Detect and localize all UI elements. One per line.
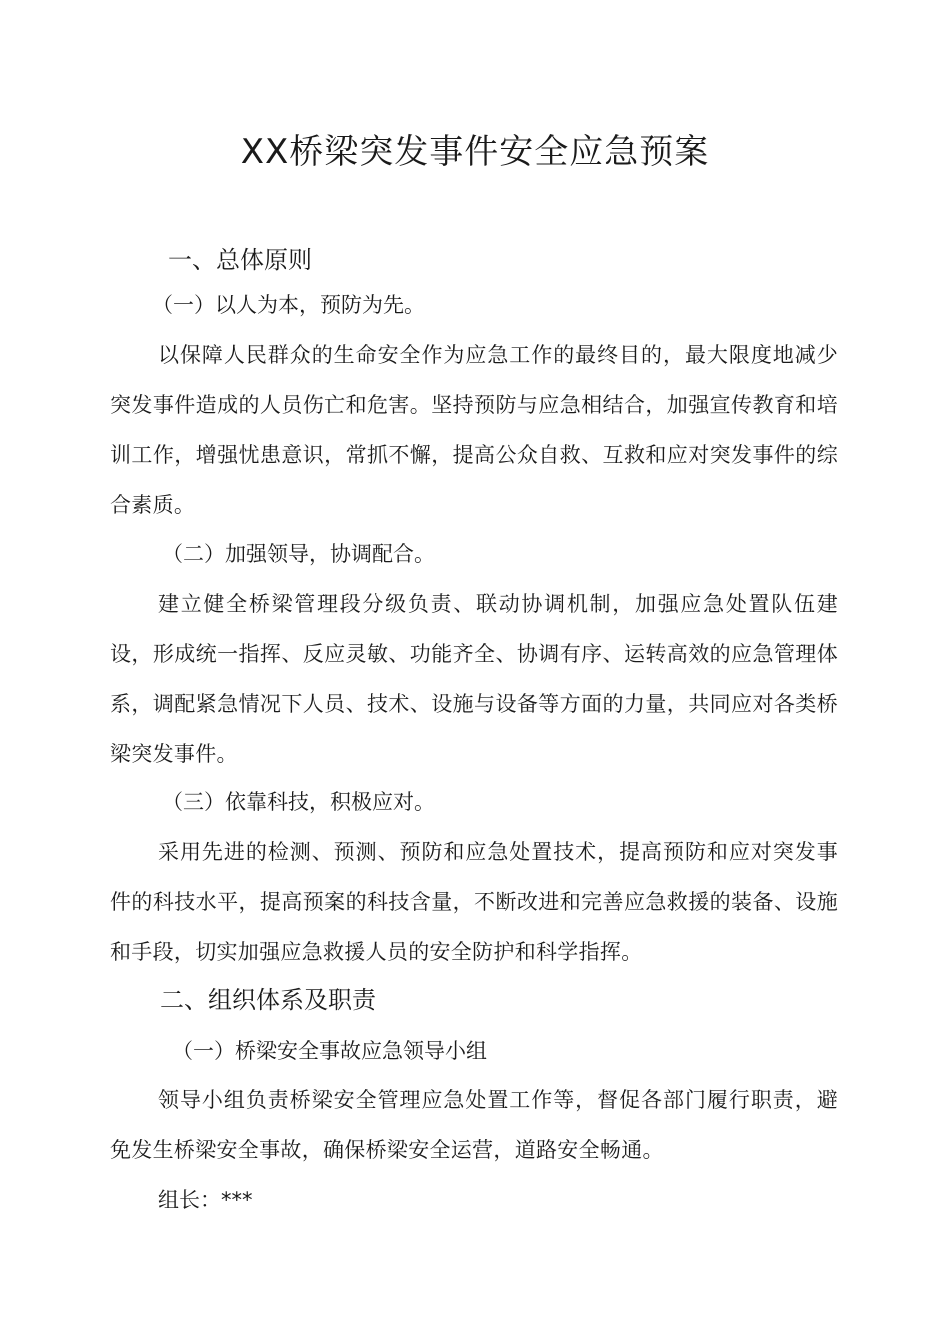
section-2-heading: 二、组织体系及职责: [160, 986, 376, 1014]
section-1-sub-2-body: 建立健全桥梁管理段分级负责、联动协调机制，加强应急处置队伍建设，形成统一指挥、反应灵敏、功能齐全、协调有序、运转高效的应急管理体系，调配紧急情况下人员、技术、设施与设备等方面的力量，共同应对各类桥梁突发事件。: [110, 592, 838, 766]
section-1-sub-3-heading: （三）依靠科技，积极应对。: [162, 790, 435, 814]
section-2-sub-1-heading: （一）桥梁安全事故应急领导小组: [172, 1039, 487, 1063]
section-1-sub-3-body: 采用先进的检测、预测、预防和应急处置技术，提高预防和应对突发事件的科技水平，提高预案的科技含量，不断改进和完善应急救援的装备、设施和手段，切实加强应急救援人员的安全防护和科学指挥。: [110, 840, 838, 964]
section-1-heading: 一、总体原则: [168, 246, 312, 274]
section-1-sub-2-heading: （二）加强领导，协调配合。: [162, 542, 435, 566]
group-leader-line: 组长：***: [158, 1188, 253, 1212]
section-2-sub-1-body: 领导小组负责桥梁安全管理应急处置工作等，督促各部门履行职责，避免发生桥梁安全事故，确保桥梁安全运营，道路安全畅通。: [110, 1088, 838, 1162]
section-1-sub-1-body: 以保障人民群众的生命安全作为应急工作的最终目的，最大限度地减少突发事件造成的人员伤亡和危害。坚持预防与应急相结合，加强宣传教育和培训工作，增强忧患意识，常抓不懈，提高公众自救、互救和应对突发事件的综合素质。: [110, 343, 838, 517]
document-title: XX桥梁突发事件安全应急预案: [240, 132, 710, 172]
section-1-sub-1-heading: （一）以人为本，预防为先。: [152, 293, 425, 317]
